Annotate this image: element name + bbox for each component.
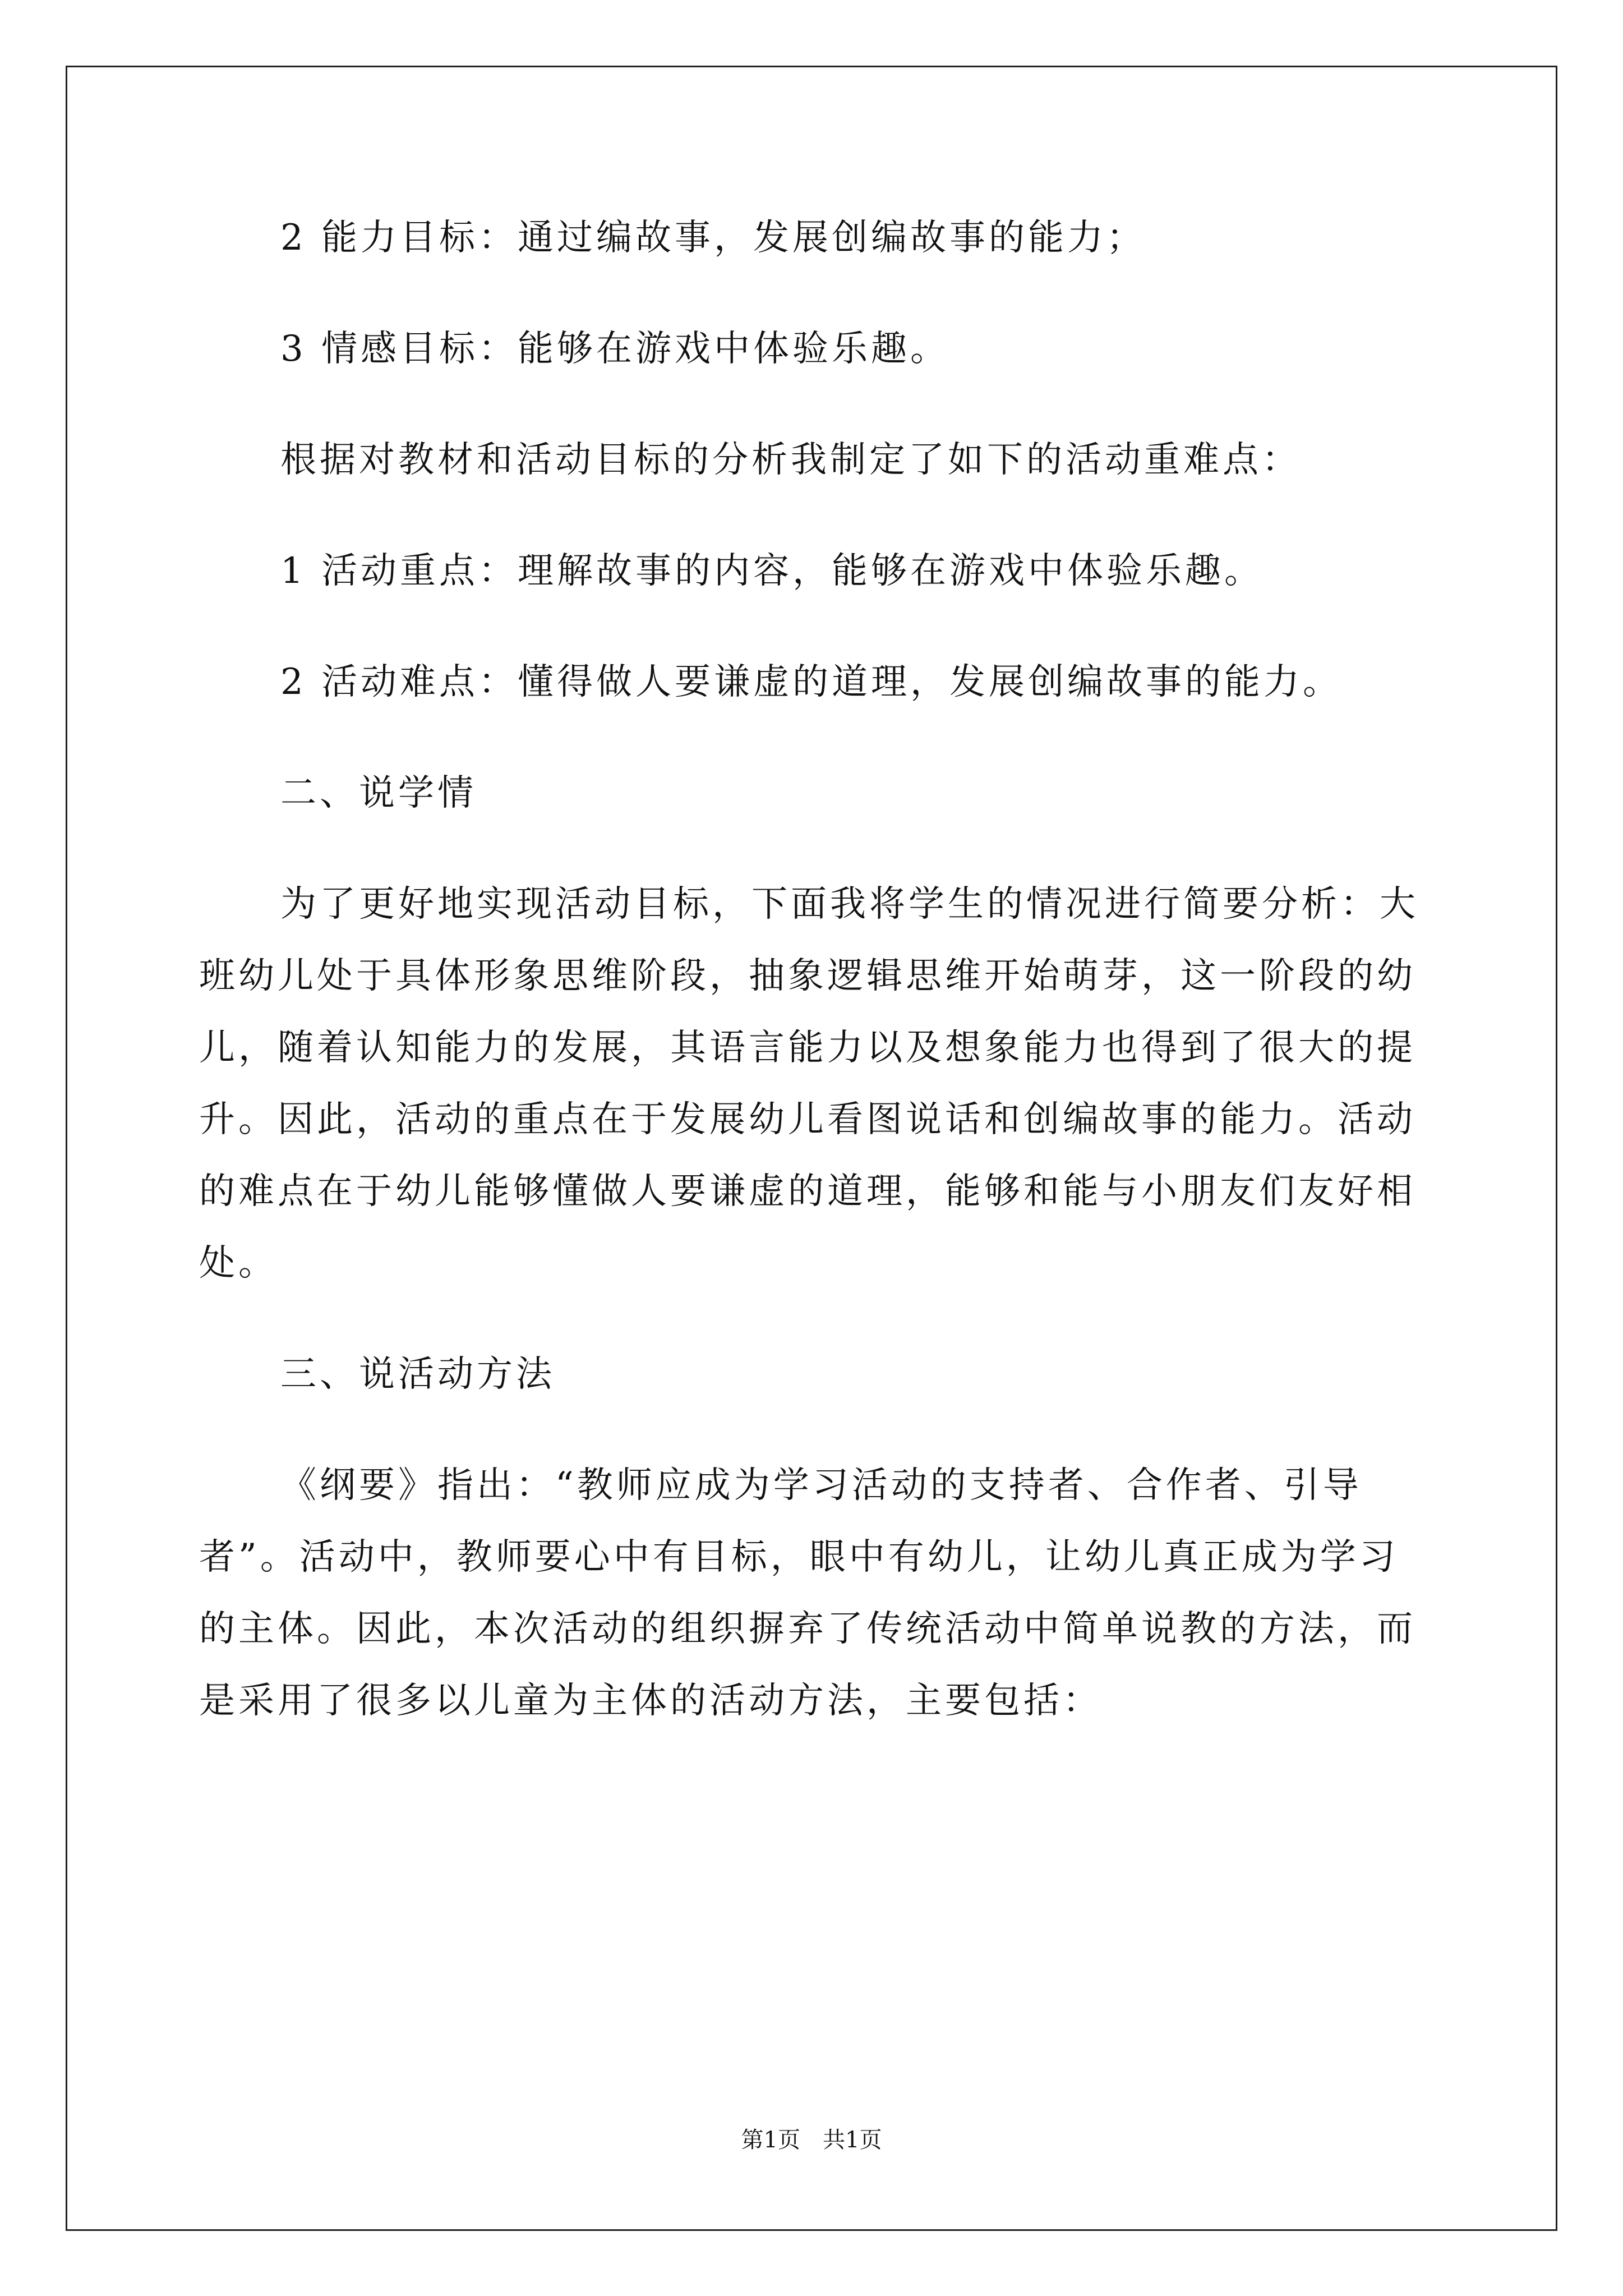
paragraph-ability-goal: 2 能力目标：通过编故事，发展创编故事的能力； bbox=[280, 217, 1146, 259]
paragraph-activity-key: 1 活动重点：理解故事的内容，能够在游戏中体验乐趣。 bbox=[280, 550, 1264, 592]
paragraph-activity-difficulty: 2 活动难点：懂得做人要谦虚的道理，发展创编故事的能力。 bbox=[280, 661, 1343, 703]
paragraph-key-difficult-intro: 根据对教材和活动目标的分析我制定了如下的活动重难点： bbox=[280, 439, 1301, 481]
document-body bbox=[199, 202, 1433, 1776]
page-footer: 第1页 共1页 bbox=[741, 2127, 882, 2153]
section-heading-learner-analysis: 二、说学情 bbox=[280, 772, 477, 814]
paragraph-emotion-goal: 3 情感目标：能够在游戏中体验乐趣。 bbox=[280, 328, 950, 370]
section-heading-activity-methods: 三、说活动方法 bbox=[280, 1354, 555, 1395]
paragraph-activity-methods: 《纲要》指出：“教师应成为学习活动的支持者、合作者、引导者”。活动中，教师要心中有目标，眼中有幼儿，让幼儿真正成为学习的主体。因此，本次活动的组织摒弃了传统活动中简单说教的方法，而是采用了很多以儿童为主体的活动方法，主要包括： bbox=[199, 1465, 1416, 1722]
paragraph-learner-analysis: 为了更好地实现活动目标，下面我将学生的情况进行简要分析：大班幼儿处于具体形象思维阶段，抽象逻辑思维开始萌芽，这一阶段的幼儿，随着认知能力的发展，其语言能力以及想象能力也得到了很大的提升。因此，活动的重点在于发展幼儿看图说话和创编故事的能力。活动的难点在于幼儿能够懂做人要谦虚的道理，能够和能与小朋友们友好相处。 bbox=[199, 884, 1419, 1284]
